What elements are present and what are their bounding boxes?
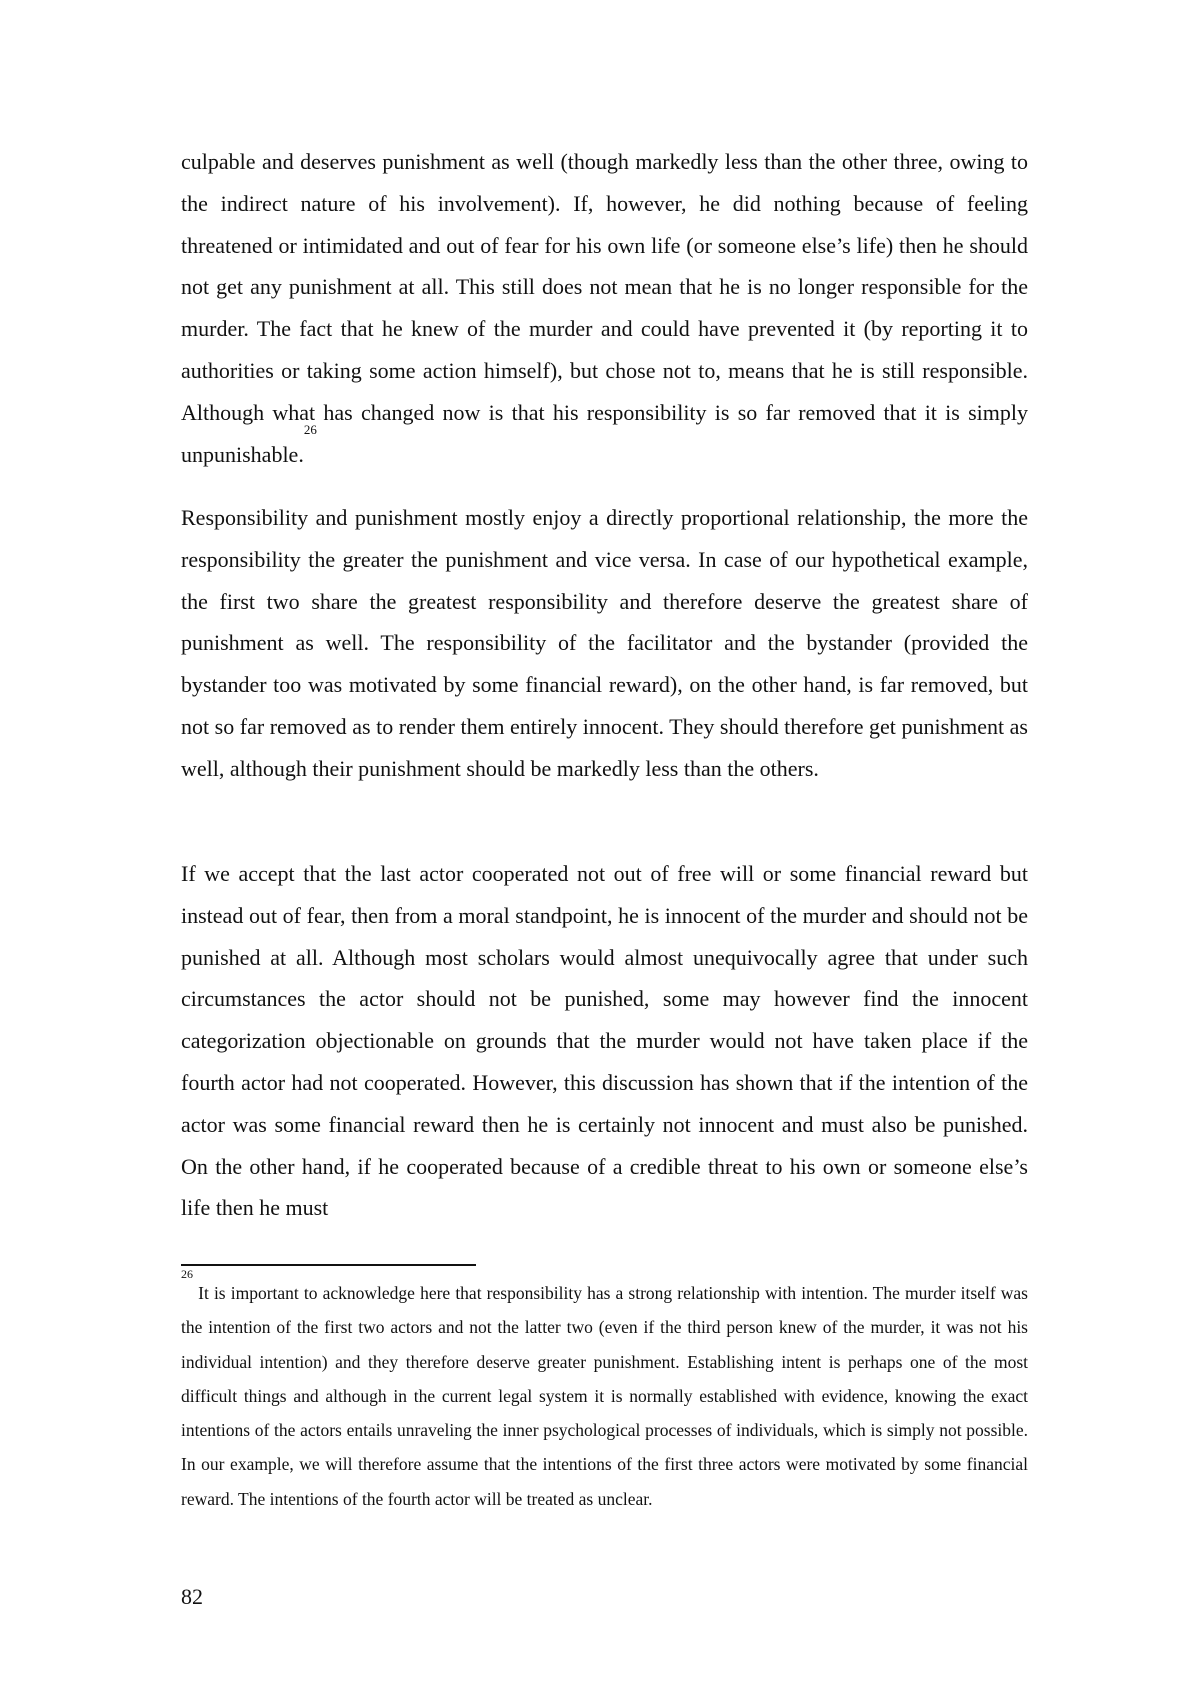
paragraph-2 bbox=[181, 497, 1028, 790]
footnote-reference[interactable]: 26 bbox=[303, 421, 317, 437]
paragraph-1 bbox=[181, 141, 1028, 475]
paragraph-1-text: culpable and deserves punishment as well (though markedly less than the other three, owing to the indirect nature of his involvement). If, however, he did nothing because of feeling threatened or intimidated and out of fear for his own life (or someone else’s life) then he should not get any punishment at all. This still does not mean that he is no longer responsible for the murder. The fact that he knew of the murder and could have prevented it (by reporting it to authorities or taking some action himself), but chose not to, means that he is still responsible. Although what has changed now is that his responsibility is so far removed that it is simply unpunishable. bbox=[181, 149, 1028, 467]
page-number: 82 bbox=[181, 1584, 203, 1609]
footnote-text: It is important to acknowledge here that responsibility has a strong relationship with intention. The murder itself was the intention of the first two actors and not the latter two (even if the third person knew of the murder, it was not his individual intention) and they therefore deserve greater punishment. Establishing intent is perhaps one of the most difficult things and although in the current legal system it is normally established with evidence, knowing the exact intentions of the actors entails unraveling the inner psychological processes of individuals, which is simply not possible. In our example, we will therefore assume that the intentions of the first three actors were motivated by some financial reward. The intentions of the fourth actor will be treated as unclear. bbox=[181, 1283, 1028, 1509]
paragraph-2-text: Responsibility and punishment mostly enjoy a directly proportional relationship, the more the responsibility the greater the punishment and vice versa. In case of our hypothetical example, the first two share the greatest responsibility and therefore deserve the greatest share of punishment as well. The responsibility of the facilitator and the bystander (provided the bystander too was motivated by some financial reward), on the other hand, is far removed, but not so far removed as to render them entirely innocent. They should therefore get punishment as well, although their punishment should be markedly less than the others. bbox=[181, 505, 1028, 781]
footnote-divider bbox=[181, 1264, 476, 1266]
paragraph-3 bbox=[181, 853, 1028, 1229]
footnote bbox=[181, 1267, 1028, 1516]
paragraph-3-text: If we accept that the last actor cooperated not out of free will or some financial reward but instead out of fear, then from a moral standpoint, he is innocent of the murder and should not be punished at all. Although most scholars would almost unequivocally agree that under such circumstances the actor should not be punished, some may however find the innocent categorization objectionable on grounds that the murder would not have taken place if the fourth actor had not cooperated. However, this discussion has shown that if the intention of the actor was some financial reward then he is certainly not innocent and must also be punished. On the other hand, if he cooperated because of a credible threat to his own or someone else’s life then he must bbox=[181, 861, 1028, 1221]
footnote-number: 26 bbox=[181, 1267, 193, 1281]
